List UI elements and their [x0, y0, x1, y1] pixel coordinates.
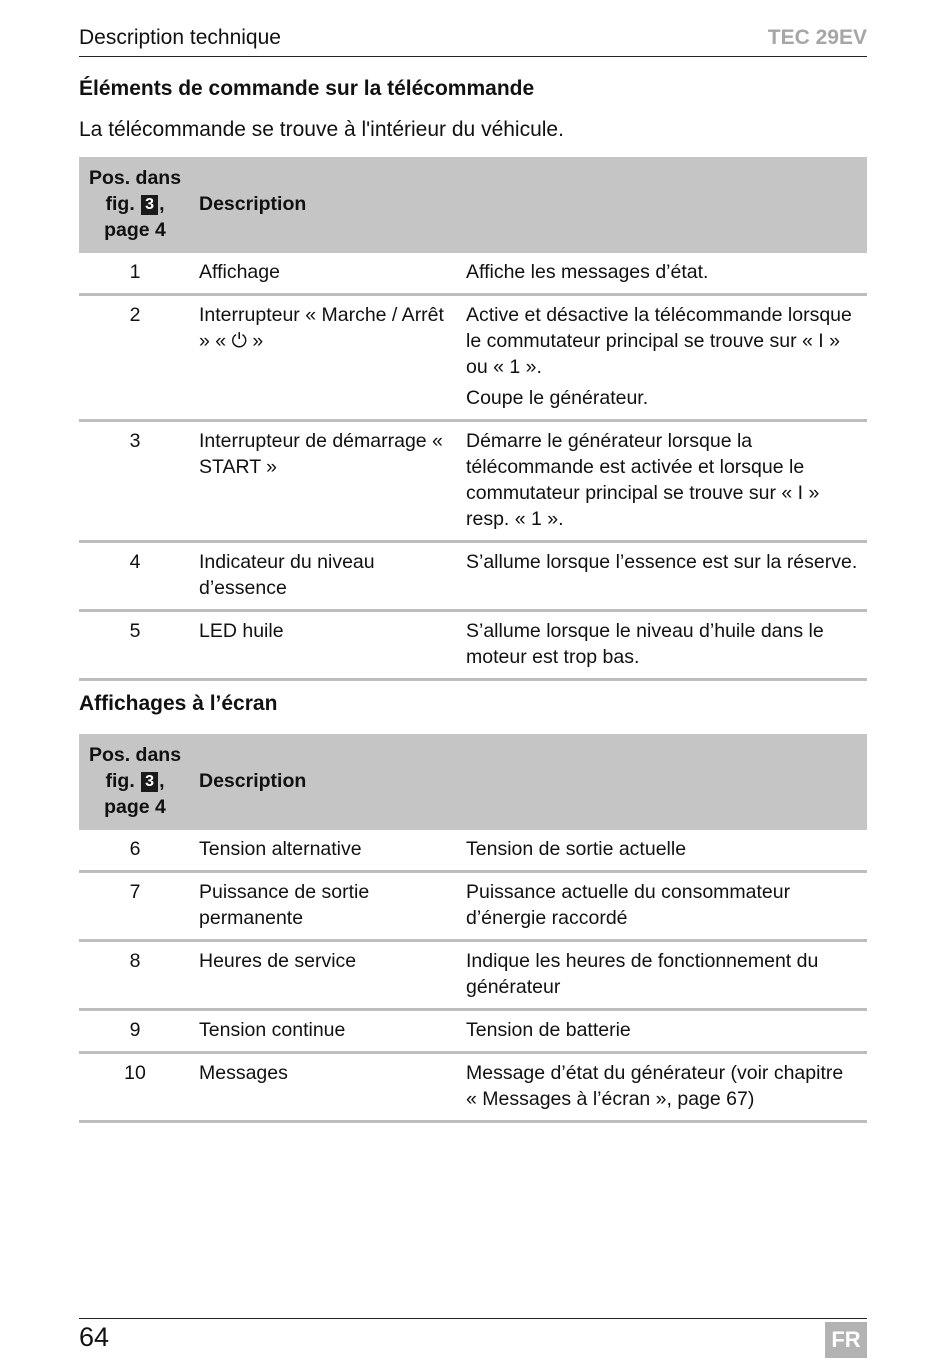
figure-number-badge: 3	[141, 772, 158, 792]
column-header-pos	[79, 157, 191, 253]
table-row	[79, 872, 867, 941]
row-label: Tension alternative	[191, 830, 458, 872]
row-description	[458, 542, 867, 611]
table-row	[79, 1010, 867, 1053]
table-row	[79, 295, 867, 421]
controls-table	[79, 157, 867, 681]
row-description: Tension de sortie actuelle	[458, 830, 867, 872]
row-description	[458, 421, 867, 542]
row-label: Heures de service	[191, 941, 458, 1010]
pos-line3: page 4	[104, 219, 166, 241]
controls-heading: Éléments de commande sur la télécommande	[79, 77, 535, 100]
controls-intro: La télécommande se trouve à l'intérieur du véhicule.	[79, 118, 564, 141]
row-label: Tension continue	[191, 1010, 458, 1053]
table-header-row	[79, 157, 867, 253]
row-label: LED huile	[191, 611, 458, 680]
row-label: Affichage	[191, 253, 458, 295]
row-label: Messages	[191, 1053, 458, 1122]
row-description	[458, 611, 867, 680]
row-number: 10	[79, 1053, 191, 1122]
language-badge: FR	[825, 1322, 867, 1358]
display-heading: Affichages à l’écran	[79, 692, 278, 715]
row-number: 6	[79, 830, 191, 872]
row-description: Indique les heures de fonctionnement du générateur	[458, 941, 867, 1010]
page-header	[79, 24, 867, 57]
row-description-text: Active et désactive la télécommande lorsque le commutateur principal se trouve sur « I » ou « 1 ».	[466, 304, 852, 378]
row-number: 4	[79, 542, 191, 611]
column-header-pos	[79, 734, 191, 830]
display-table	[79, 734, 867, 1123]
row-label: Puissance de sortie permanente	[191, 872, 458, 941]
row-description: Tension de batterie	[458, 1010, 867, 1053]
row-label: Indicateur du niveau d’essence	[191, 542, 458, 611]
section-title: Description technique	[79, 26, 281, 49]
pos-comma: ,	[159, 770, 165, 792]
pos-line3: page 4	[104, 796, 166, 818]
row-label: Interrupteur « Marche / Arrêt » « ⏻ »	[191, 295, 458, 421]
row-number: 7	[79, 872, 191, 941]
row-description	[458, 253, 867, 295]
table-row	[79, 1053, 867, 1122]
pos-fig: fig.	[105, 770, 135, 792]
row-description-text: Affiche les messages d’état.	[466, 261, 709, 283]
table-row	[79, 542, 867, 611]
table-row	[79, 941, 867, 1010]
page-number: 64	[79, 1322, 110, 1352]
column-header-description: Description	[191, 157, 867, 253]
row-description	[458, 295, 867, 421]
pos-comma: ,	[159, 193, 165, 215]
table-row	[79, 421, 867, 542]
table-header-row	[79, 734, 867, 830]
footer-divider	[79, 1318, 867, 1319]
table-row	[79, 830, 867, 872]
row-description: Puissance actuelle du consommateur d’énergie raccordé	[458, 872, 867, 941]
row-description-text: S’allume lorsque l’essence est sur la réserve.	[466, 551, 858, 573]
pos-fig: fig.	[105, 193, 135, 215]
row-number: 9	[79, 1010, 191, 1053]
row-description: Message d’état du générateur (voir chapitre « Messages à l’écran », page 67)	[458, 1053, 867, 1122]
column-header-description: Description	[191, 734, 867, 830]
pos-line1: Pos. dans	[88, 744, 182, 766]
row-description-text: S’allume lorsque le niveau d’huile dans le moteur est trop bas.	[466, 620, 824, 668]
row-number: 3	[79, 421, 191, 542]
row-number: 1	[79, 253, 191, 295]
figure-number-badge: 3	[141, 195, 158, 215]
row-label: Interrupteur de démarrage « START »	[191, 421, 458, 542]
row-number: 5	[79, 611, 191, 680]
row-description-text: Démarre le générateur lorsque la télécommande est activée et lorsque le commutateur principal se trouve sur « I » resp. « 1 ».	[466, 430, 820, 530]
model-name: TEC 29EV	[767, 26, 867, 49]
row-description-extra: Coupe le générateur.	[466, 387, 649, 409]
pos-line1: Pos. dans	[88, 167, 182, 189]
table-row	[79, 253, 867, 295]
row-number: 8	[79, 941, 191, 1010]
row-number: 2	[79, 295, 191, 421]
table-row	[79, 611, 867, 680]
